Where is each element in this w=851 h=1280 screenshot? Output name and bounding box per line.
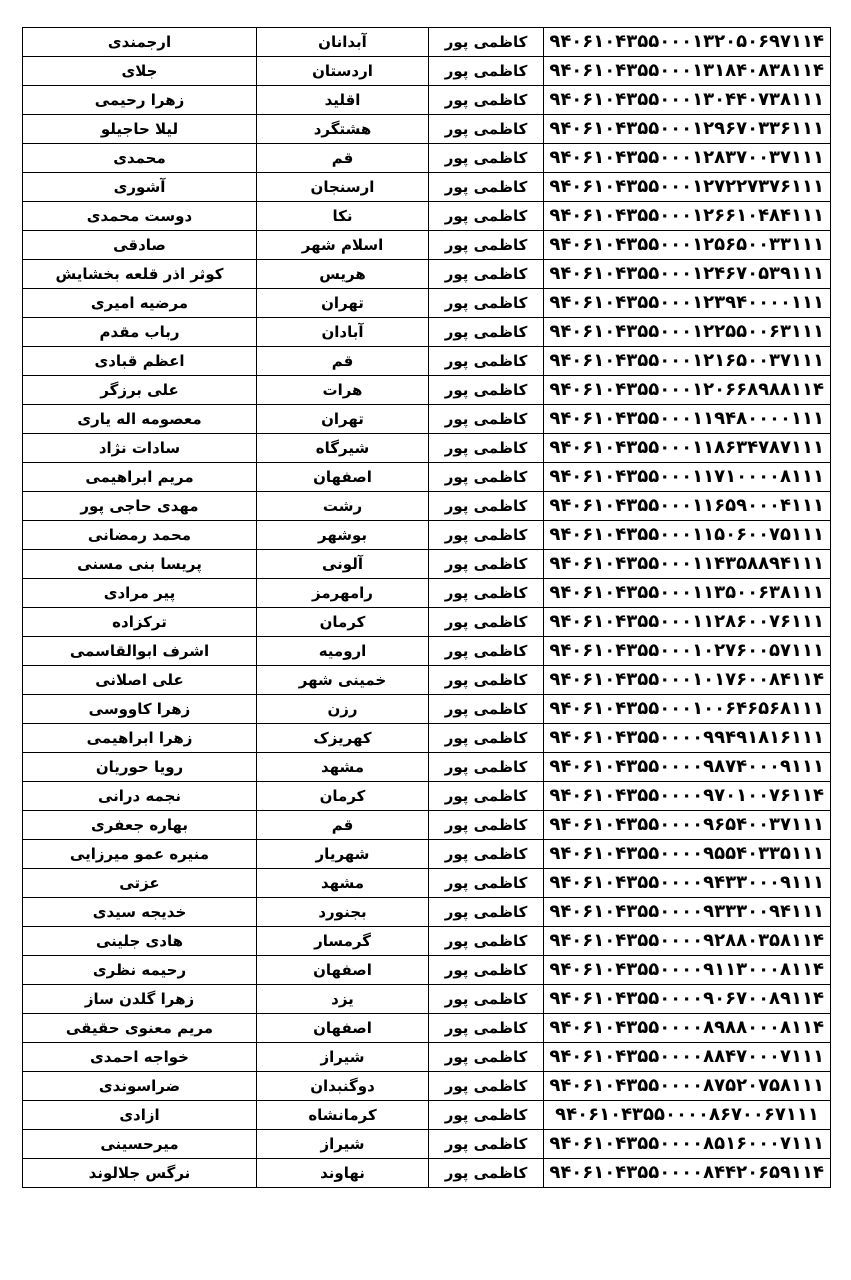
recipient-name-cell: اعظم قبادی: [23, 347, 257, 376]
table-row: [23, 666, 831, 695]
city-cell: ارسنجان: [257, 173, 429, 202]
sender-name-cell: کاظمی پور: [429, 1159, 544, 1188]
tracking-code-cell: ۹۴۰۶۱۰۴۳۵۵۰۰۰۰۹۰۶۷۰۰۸۹۱۱۴: [544, 985, 831, 1014]
tracking-code-cell: ۹۴۰۶۱۰۴۳۵۵۰۰۰۱۱۵۰۶۰۰۷۵۱۱۱: [544, 521, 831, 550]
table-row: [23, 579, 831, 608]
sender-name-cell: کاظمی پور: [429, 840, 544, 869]
tracking-code-cell: ۹۴۰۶۱۰۴۳۵۵۰۰۰۰۸۴۴۲۰۶۵۹۱۱۴: [544, 1159, 831, 1188]
city-cell: گرمسار: [257, 927, 429, 956]
tracking-code-cell: ۹۴۰۶۱۰۴۳۵۵۰۰۰۱۱۷۱۰۰۰۰۸۱۱۱: [544, 463, 831, 492]
tracking-code-cell: ۹۴۰۶۱۰۴۳۵۵۰۰۰۰۸۸۴۷۰۰۰۷۱۱۱: [544, 1043, 831, 1072]
tracking-code-cell: ۹۴۰۶۱۰۴۳۵۵۰۰۰۱۲۹۶۷۰۳۳۶۱۱۱: [544, 115, 831, 144]
tracking-code-cell: ۹۴۰۶۱۰۴۳۵۵۰۰۰۰۹۵۵۴۰۳۳۵۱۱۱: [544, 840, 831, 869]
table-row: [23, 1101, 831, 1130]
tracking-code-cell: ۹۴۰۶۱۰۴۳۵۵۰۰۰۱۱۸۶۳۴۷۸۷۱۱۱: [544, 434, 831, 463]
city-cell: شیراز: [257, 1043, 429, 1072]
sender-name-cell: کاظمی پور: [429, 492, 544, 521]
recipient-name-cell: خواجه احمدی: [23, 1043, 257, 1072]
city-cell: قم: [257, 144, 429, 173]
recipient-name-cell: ترکزاده: [23, 608, 257, 637]
table-row: [23, 260, 831, 289]
table-row: [23, 231, 831, 260]
tracking-code-cell: ۹۴۰۶۱۰۴۳۵۵۰۰۰۱۰۰۶۴۶۵۶۸۱۱۱: [544, 695, 831, 724]
tracking-code-cell: ۹۴۰۶۱۰۴۳۵۵۰۰۰۱۲۰۶۶۸۹۸۸۱۱۴: [544, 376, 831, 405]
table-row: [23, 637, 831, 666]
recipient-name-cell: زهرا رحیمی: [23, 86, 257, 115]
tracking-code-cell: ۹۴۰۶۱۰۴۳۵۵۰۰۰۱۲۶۶۱۰۴۸۴۱۱۱: [544, 202, 831, 231]
sender-name-cell: کاظمی پور: [429, 202, 544, 231]
sender-name-cell: کاظمی پور: [429, 579, 544, 608]
recipient-name-cell: دوست محمدی: [23, 202, 257, 231]
recipient-name-cell: جلای: [23, 57, 257, 86]
city-cell: اصفهان: [257, 956, 429, 985]
sender-name-cell: کاظمی پور: [429, 666, 544, 695]
sender-name-cell: کاظمی پور: [429, 782, 544, 811]
table-row: [23, 492, 831, 521]
sender-name-cell: کاظمی پور: [429, 260, 544, 289]
tracking-code-cell: ۹۴۰۶۱۰۴۳۵۵۰۰۰۱۱۴۳۵۸۸۹۴۱۱۱: [544, 550, 831, 579]
table-row: [23, 550, 831, 579]
tracking-code-cell: ۹۴۰۶۱۰۴۳۵۵۰۰۰۱۱۶۵۹۰۰۰۴۱۱۱: [544, 492, 831, 521]
recipient-name-cell: نرگس جلالوند: [23, 1159, 257, 1188]
tracking-code-cell: ۹۴۰۶۱۰۴۳۵۵۰۰۰۱۲۴۶۷۰۵۳۹۱۱۱: [544, 260, 831, 289]
city-cell: رشت: [257, 492, 429, 521]
city-cell: اصفهان: [257, 463, 429, 492]
tracking-code-cell: ۹۴۰۶۱۰۴۳۵۵۰۰۰۱۰۲۷۶۰۰۵۷۱۱۱: [544, 637, 831, 666]
sender-name-cell: کاظمی پور: [429, 463, 544, 492]
city-cell: اسلام شهر: [257, 231, 429, 260]
sender-name-cell: کاظمی پور: [429, 869, 544, 898]
recipient-name-cell: کوثر اذر قلعه بخشایش: [23, 260, 257, 289]
tracking-code-cell: ۹۴۰۶۱۰۴۳۵۵۰۰۰۱۲۸۳۷۰۰۳۷۱۱۱: [544, 144, 831, 173]
sender-name-cell: کاظمی پور: [429, 985, 544, 1014]
sender-name-cell: کاظمی پور: [429, 637, 544, 666]
sender-name-cell: کاظمی پور: [429, 434, 544, 463]
tracking-code-cell: ۹۴۰۶۱۰۴۳۵۵۰۰۰۱۳۲۰۵۰۶۹۷۱۱۴: [544, 28, 831, 57]
sender-name-cell: کاظمی پور: [429, 115, 544, 144]
table-row: [23, 724, 831, 753]
sender-name-cell: کاظمی پور: [429, 1072, 544, 1101]
recipient-name-cell: زهرا کاووسی: [23, 695, 257, 724]
city-cell: نکا: [257, 202, 429, 231]
recipient-name-cell: ضراسوندی: [23, 1072, 257, 1101]
sender-name-cell: کاظمی پور: [429, 898, 544, 927]
recipient-name-cell: رحیمه نظری: [23, 956, 257, 985]
city-cell: مشهد: [257, 869, 429, 898]
table-row: [23, 811, 831, 840]
city-cell: کهریزک: [257, 724, 429, 753]
city-cell: هریس: [257, 260, 429, 289]
city-cell: شیراز: [257, 1130, 429, 1159]
recipient-name-cell: خدیجه سیدی: [23, 898, 257, 927]
city-cell: کرمان: [257, 782, 429, 811]
city-cell: کرمانشاه: [257, 1101, 429, 1130]
sender-name-cell: کاظمی پور: [429, 28, 544, 57]
tracking-code-cell: ۹۴۰۶۱۰۴۳۵۵۰۰۰۱۰۱۷۶۰۰۸۴۱۱۴: [544, 666, 831, 695]
sender-name-cell: کاظمی پور: [429, 57, 544, 86]
city-cell: قم: [257, 347, 429, 376]
city-cell: هرات: [257, 376, 429, 405]
city-cell: آبادان: [257, 318, 429, 347]
tracking-code-cell: ۹۴۰۶۱۰۴۳۵۵۰۰۰۰۹۶۵۴۰۰۳۷۱۱۱: [544, 811, 831, 840]
sender-name-cell: کاظمی پور: [429, 289, 544, 318]
city-cell: شهریار: [257, 840, 429, 869]
tracking-code-cell: ۹۴۰۶۱۰۴۳۵۵۰۰۰۰۹۴۳۳۰۰۰۹۱۱۱: [544, 869, 831, 898]
sender-name-cell: کاظمی پور: [429, 608, 544, 637]
sender-name-cell: کاظمی پور: [429, 376, 544, 405]
recipient-name-cell: آشوری: [23, 173, 257, 202]
sender-name-cell: کاظمی پور: [429, 956, 544, 985]
table-row: [23, 869, 831, 898]
table-row: [23, 434, 831, 463]
tracking-code-cell: ۹۴۰۶۱۰۴۳۵۵۰۰۰۰۸۶۷۰۰۶۷۱۱۱: [544, 1101, 831, 1130]
sender-name-cell: کاظمی پور: [429, 86, 544, 115]
city-cell: اصفهان: [257, 1014, 429, 1043]
tracking-code-cell: ۹۴۰۶۱۰۴۳۵۵۰۰۰۰۹۲۸۸۰۳۵۸۱۱۴: [544, 927, 831, 956]
tracking-code-cell: ۹۴۰۶۱۰۴۳۵۵۰۰۰۱۲۱۶۵۰۰۳۷۱۱۱: [544, 347, 831, 376]
tracking-code-cell: ۹۴۰۶۱۰۴۳۵۵۰۰۰۱۱۳۵۰۰۶۳۸۱۱۱: [544, 579, 831, 608]
table-row: [23, 463, 831, 492]
table-row: [23, 318, 831, 347]
sender-name-cell: کاظمی پور: [429, 550, 544, 579]
city-cell: شیرگاه: [257, 434, 429, 463]
recipient-name-cell: زهرا گلدن ساز: [23, 985, 257, 1014]
sender-name-cell: کاظمی پور: [429, 724, 544, 753]
city-cell: ارومیه: [257, 637, 429, 666]
table-row: [23, 202, 831, 231]
table-row: [23, 1130, 831, 1159]
city-cell: کرمان: [257, 608, 429, 637]
table-row: [23, 695, 831, 724]
tracking-code-cell: ۹۴۰۶۱۰۴۳۵۵۰۰۰۱۳۱۸۴۰۸۳۸۱۱۴: [544, 57, 831, 86]
table-row: [23, 985, 831, 1014]
tracking-code-cell: ۹۴۰۶۱۰۴۳۵۵۰۰۰۱۲۷۲۲۷۳۷۶۱۱۱: [544, 173, 831, 202]
recipient-name-cell: صادقی: [23, 231, 257, 260]
tracking-code-cell: ۹۴۰۶۱۰۴۳۵۵۰۰۰۰۹۸۷۴۰۰۰۹۱۱۱: [544, 753, 831, 782]
table-row: [23, 898, 831, 927]
city-cell: هشتگرد: [257, 115, 429, 144]
tracking-code-cell: ۹۴۰۶۱۰۴۳۵۵۰۰۰۰۹۷۰۱۰۰۷۶۱۱۴: [544, 782, 831, 811]
recipient-name-cell: علی برزگر: [23, 376, 257, 405]
city-cell: آلونی: [257, 550, 429, 579]
tracking-code-cell: ۹۴۰۶۱۰۴۳۵۵۰۰۰۱۲۳۹۴۰۰۰۰۱۱۱: [544, 289, 831, 318]
table-row: [23, 782, 831, 811]
sender-name-cell: کاظمی پور: [429, 811, 544, 840]
recipient-name-cell: معصومه اله یاری: [23, 405, 257, 434]
records-table: [22, 27, 831, 1188]
sender-name-cell: کاظمی پور: [429, 1014, 544, 1043]
city-cell: بوشهر: [257, 521, 429, 550]
recipient-name-cell: میرحسینی: [23, 1130, 257, 1159]
tracking-code-cell: ۹۴۰۶۱۰۴۳۵۵۰۰۰۰۸۹۸۸۰۰۰۸۱۱۴: [544, 1014, 831, 1043]
tracking-code-cell: ۹۴۰۶۱۰۴۳۵۵۰۰۰۱۲۲۵۵۰۰۶۳۱۱۱: [544, 318, 831, 347]
table-row: [23, 1014, 831, 1043]
city-cell: آبدانان: [257, 28, 429, 57]
tracking-code-cell: ۹۴۰۶۱۰۴۳۵۵۰۰۰۱۲۵۶۵۰۰۳۳۱۱۱: [544, 231, 831, 260]
tracking-code-cell: ۹۴۰۶۱۰۴۳۵۵۰۰۰۰۹۳۳۳۰۰۹۴۱۱۱: [544, 898, 831, 927]
recipient-name-cell: پریسا بنی مسنی: [23, 550, 257, 579]
city-cell: دوگنبدان: [257, 1072, 429, 1101]
recipient-name-cell: زهرا ابراهیمی: [23, 724, 257, 753]
table-row: [23, 376, 831, 405]
city-cell: نهاوند: [257, 1159, 429, 1188]
city-cell: اقلید: [257, 86, 429, 115]
tracking-code-cell: ۹۴۰۶۱۰۴۳۵۵۰۰۰۰۹۹۴۹۱۸۱۶۱۱۱: [544, 724, 831, 753]
sender-name-cell: کاظمی پور: [429, 405, 544, 434]
sender-name-cell: کاظمی پور: [429, 695, 544, 724]
table-row: [23, 173, 831, 202]
recipient-name-cell: محمدی: [23, 144, 257, 173]
recipient-name-cell: اشرف ابوالقاسمی: [23, 637, 257, 666]
recipient-name-cell: مریم ابراهیمی: [23, 463, 257, 492]
recipient-name-cell: مرضیه امیری: [23, 289, 257, 318]
recipient-name-cell: رباب مقدم: [23, 318, 257, 347]
table-row: [23, 115, 831, 144]
tracking-code-cell: ۹۴۰۶۱۰۴۳۵۵۰۰۰۱۱۹۴۸۰۰۰۰۱۱۱: [544, 405, 831, 434]
recipient-name-cell: پیر مرادی: [23, 579, 257, 608]
sender-name-cell: کاظمی پور: [429, 927, 544, 956]
city-cell: مشهد: [257, 753, 429, 782]
table-row: [23, 405, 831, 434]
city-cell: تهران: [257, 289, 429, 318]
recipient-name-cell: سادات نژاد: [23, 434, 257, 463]
tracking-code-cell: ۹۴۰۶۱۰۴۳۵۵۰۰۰۰۹۱۱۳۰۰۰۸۱۱۴: [544, 956, 831, 985]
table-row: [23, 144, 831, 173]
tracking-code-cell: ۹۴۰۶۱۰۴۳۵۵۰۰۰۰۸۷۵۲۰۷۵۸۱۱۱: [544, 1072, 831, 1101]
city-cell: رامهرمز: [257, 579, 429, 608]
city-cell: خمینی شهر: [257, 666, 429, 695]
sender-name-cell: کاظمی پور: [429, 753, 544, 782]
recipient-name-cell: مریم معنوی حقیقی: [23, 1014, 257, 1043]
table-row: [23, 956, 831, 985]
city-cell: بجنورد: [257, 898, 429, 927]
table-row: [23, 1043, 831, 1072]
city-cell: قم: [257, 811, 429, 840]
recipient-name-cell: منیره عمو میرزایی: [23, 840, 257, 869]
recipient-name-cell: ازادی: [23, 1101, 257, 1130]
sender-name-cell: کاظمی پور: [429, 1043, 544, 1072]
sender-name-cell: کاظمی پور: [429, 144, 544, 173]
recipient-name-cell: ارجمندی: [23, 28, 257, 57]
table-row: [23, 289, 831, 318]
table-row: [23, 927, 831, 956]
recipient-name-cell: رویا حوریان: [23, 753, 257, 782]
table-row: [23, 840, 831, 869]
table-row: [23, 521, 831, 550]
recipient-name-cell: عزتی: [23, 869, 257, 898]
city-cell: یزد: [257, 985, 429, 1014]
table-row: [23, 753, 831, 782]
recipient-name-cell: علی اصلانی: [23, 666, 257, 695]
sender-name-cell: کاظمی پور: [429, 347, 544, 376]
sender-name-cell: کاظمی پور: [429, 318, 544, 347]
recipient-name-cell: مهدی حاجی پور: [23, 492, 257, 521]
city-cell: اردستان: [257, 57, 429, 86]
records-table-body: [23, 28, 831, 1188]
table-row: [23, 28, 831, 57]
table-row: [23, 1072, 831, 1101]
tracking-code-cell: ۹۴۰۶۱۰۴۳۵۵۰۰۰۱۱۲۸۶۰۰۷۶۱۱۱: [544, 608, 831, 637]
tracking-code-cell: ۹۴۰۶۱۰۴۳۵۵۰۰۰۰۸۵۱۶۰۰۰۷۱۱۱: [544, 1130, 831, 1159]
table-row: [23, 57, 831, 86]
sender-name-cell: کاظمی پور: [429, 1130, 544, 1159]
tracking-code-cell: ۹۴۰۶۱۰۴۳۵۵۰۰۰۱۳۰۴۴۰۷۳۸۱۱۱: [544, 86, 831, 115]
table-row: [23, 86, 831, 115]
city-cell: تهران: [257, 405, 429, 434]
sender-name-cell: کاظمی پور: [429, 521, 544, 550]
table-row: [23, 1159, 831, 1188]
sender-name-cell: کاظمی پور: [429, 173, 544, 202]
table-row: [23, 347, 831, 376]
recipient-name-cell: هادی جلینی: [23, 927, 257, 956]
sender-name-cell: کاظمی پور: [429, 231, 544, 260]
recipient-name-cell: بهاره جعفری: [23, 811, 257, 840]
table-row: [23, 608, 831, 637]
recipient-name-cell: نجمه درانی: [23, 782, 257, 811]
recipient-name-cell: لیلا حاجیلو: [23, 115, 257, 144]
recipient-name-cell: محمد رمضانی: [23, 521, 257, 550]
sender-name-cell: کاظمی پور: [429, 1101, 544, 1130]
city-cell: رزن: [257, 695, 429, 724]
